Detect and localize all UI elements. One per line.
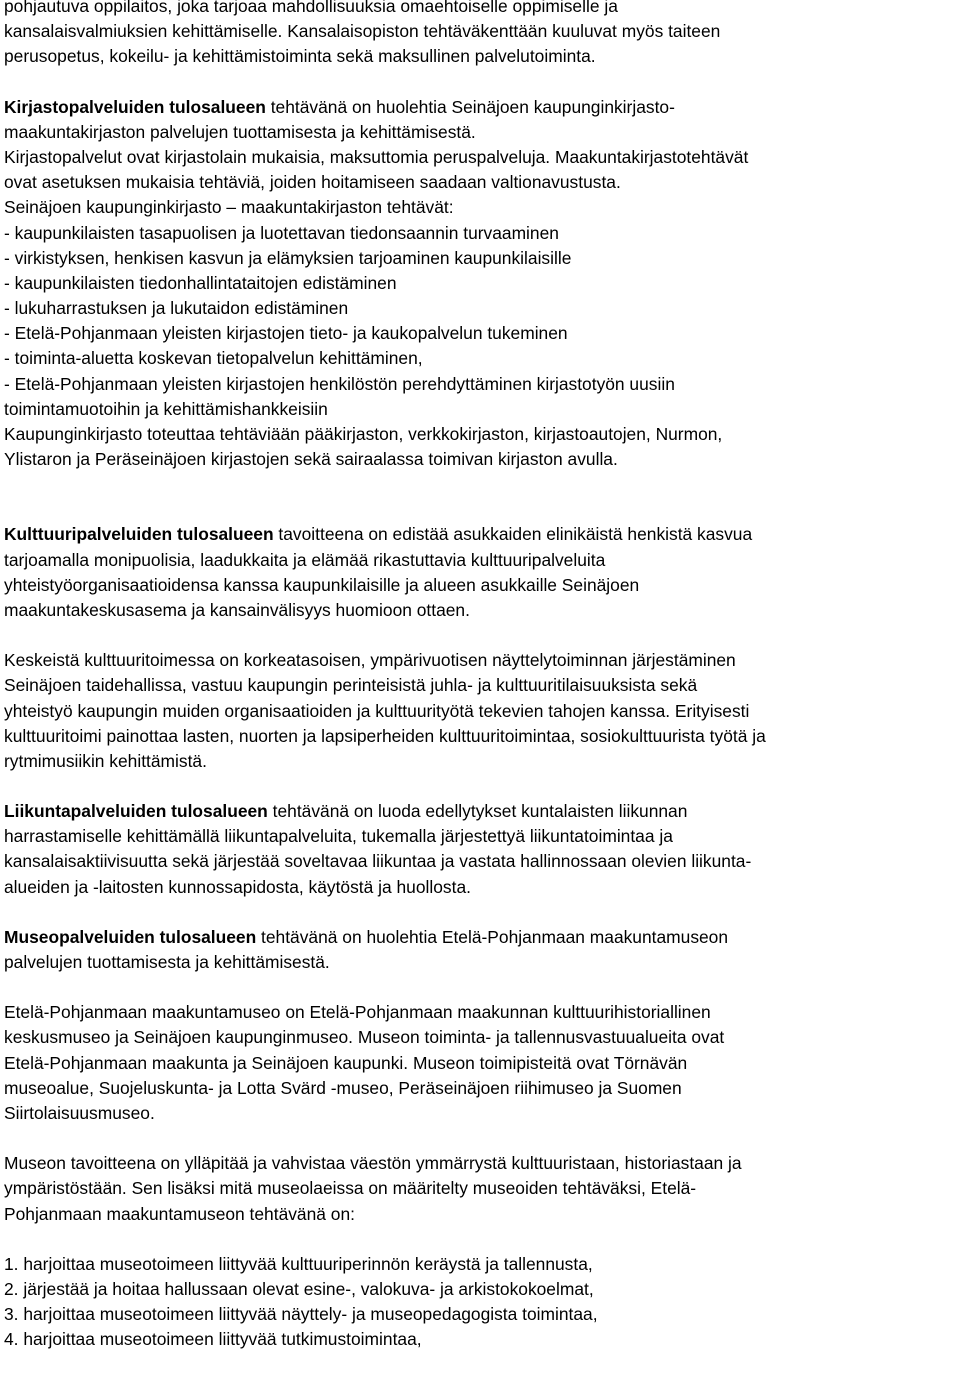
- culture-heading: Kulttuuripalveluiden tulosalueen: [4, 524, 274, 545]
- paragraph-spacer: [4, 1126, 958, 1151]
- text-line: tarjoamalla monipuolisia, laadukkaita ja elämää rikastuttavia kulttuuripalveluita: [4, 549, 606, 570]
- text-line: alueiden ja -laitosten kunnossapidosta, käytöstä ja huollosta.: [4, 876, 471, 897]
- text-line: kansalaisaktiivisuutta sekä järjestää soveltavaa liikuntaa ja vastata hallinnossaan olevien liikunta-: [4, 851, 752, 872]
- text-line: palvelujen tuottamisesta ja kehittämisestä.: [4, 952, 330, 972]
- paragraph-spacer: [4, 70, 958, 95]
- list-item: - kaupunkilaisten tasapuolisen ja luotettavan tiedonsaannin turvaaminen: [4, 222, 559, 243]
- text-line: Ylistaron ja Peräseinäjoen kirjastojen sekä sairaalassa toimivan kirjaston avulla.: [4, 449, 618, 470]
- text-line: pohjautuva oppilaitos, joka tarjoaa mahdollisuuksia omaehtoiselle oppimiselle ja: [4, 0, 618, 16]
- paragraph-spacer: [4, 1227, 958, 1252]
- list-item: - Etelä-Pohjanmaan yleisten kirjastojen tieto- ja kaukopalvelun tukeminen: [4, 323, 568, 344]
- text-line: Museon tavoitteena on ylläpitää ja vahvistaa väestön ymmärrystä kulttuuristaan, historiastaan ja: [4, 1153, 742, 1174]
- list-item: - kaupunkilaisten tiedonhallintataitojen edistäminen: [4, 272, 397, 293]
- museum-first-line-text: tehtävänä on huolehtia Etelä-Pohjanmaan maakuntamuseon: [256, 926, 729, 947]
- museum-heading: Museopalveluiden tulosalueen: [4, 926, 257, 947]
- culture-first-line-text: tavoitteena on edistää asukkaiden elinikäistä henkistä kasvua: [273, 524, 753, 545]
- library-section: [4, 95, 958, 473]
- paragraph-spacer: [4, 497, 958, 522]
- sports-first-line-text: tehtävänä on luoda edellytykset kuntalaisten liikunnan: [267, 801, 688, 822]
- text-line: Siirtolaisuusmuseo.: [4, 1102, 155, 1123]
- text-line: Pohjanmaan maakuntamuseon tehtävänä on:: [4, 1203, 355, 1224]
- text-line: ovat asetuksen mukaisia tehtäviä, joiden hoitamiseen saadaan valtionavustusta.: [4, 172, 621, 193]
- text-line: Seinäjoen taidehallissa, vastuu kaupungin perinteisistä juhla- ja kulttuuritilaisuuksista sekä: [4, 675, 698, 696]
- list-item: - toiminta-aluetta koskevan tietopalvelun kehittäminen,: [4, 348, 423, 369]
- section-first-line: [4, 522, 958, 547]
- text-line: ympäristöstään. Sen lisäksi mitä museolaeissa on määritelty museoiden tehtäväksi, Etelä-: [4, 1178, 697, 1199]
- text-line: maakuntakeskusasema ja kansainvälisyys huomioon ottaen.: [4, 599, 470, 620]
- text-line: maakuntakirjaston palvelujen tuottamisesta ja kehittämisestä.: [4, 121, 476, 142]
- museum-task-list: [4, 1252, 958, 1353]
- paragraph-spacer: [4, 900, 958, 925]
- text-line: yhteistyöorganisaatioidensa kanssa kaupunkilaisille ja alueen asukkaille Seinäjoen: [4, 574, 640, 595]
- text-line: toimintamuotoihin ja kehittämishankkeisiin: [4, 398, 328, 419]
- text-line: Kaupunginkirjasto toteuttaa tehtäviään pääkirjaston, verkkokirjaston, kirjastoautojen, Nurmon,: [4, 424, 723, 444]
- text-line: museoalue, Suojeluskunta- ja Lotta Svärd -museo, Peräseinäjoen riihimuseo ja Suomen: [4, 1077, 682, 1098]
- text-line: Seinäjoen kaupunginkirjasto – maakuntakirjaston tehtävät:: [4, 197, 454, 218]
- text-line: yhteistyö kaupungin muiden organisaatioiden ja kulttuurityötä tekevien tahojen kanssa. Erityisesti: [4, 700, 750, 721]
- text-line: Keskeistä kulttuuritoimessa on korkeatasoisen, ympärivuotisen näyttelytoiminnan järjestäminen: [4, 650, 736, 671]
- text-line: Kirjastopalvelut ovat kirjastolain mukaisia, maksuttomia peruspalveluja. Maakuntakirjastotehtävät: [4, 146, 749, 167]
- section-first-line: [4, 799, 958, 824]
- text-line: kansalaisvalmiuksien kehittämiselle. Kansalaisopiston tehtäväkenttään kuuluvat myös taiteen: [4, 21, 721, 42]
- text-line: Etelä-Pohjanmaan maakuntamuseo on Etelä-Pohjanmaan maakunnan kulttuurihistoriallinen: [4, 1002, 711, 1023]
- museum-paragraph-2: [4, 1000, 958, 1126]
- library-heading: Kirjastopalveluiden tulosalueen: [4, 96, 266, 117]
- section-first-line: [4, 925, 958, 950]
- library-first-line-text: tehtävänä on huolehtia Seinäjoen kaupunginkirjasto-: [265, 96, 675, 117]
- sports-heading: Liikuntapalveluiden tulosalueen: [4, 801, 268, 822]
- numbered-list-item: 1. harjoittaa museotoimeen liittyvää kulttuuriperinnön keräystä ja tallennusta,: [4, 1253, 593, 1274]
- section-first-line: [4, 95, 958, 120]
- text-line: rytmimusiikin kehittämistä.: [4, 750, 207, 771]
- numbered-list-item: 3. harjoittaa museotoimeen liittyvää näyttely- ja museopedagogista toimintaa,: [4, 1304, 598, 1325]
- text-line: harrastamiselle kehittämällä liikuntapalveluita, tukemalla järjestettyä liikuntatoimintaa ja: [4, 826, 673, 847]
- list-item: - Etelä-Pohjanmaan yleisten kirjastojen henkilöstön perehdyttäminen kirjastotyön uusiin: [4, 373, 675, 394]
- culture-section: [4, 522, 958, 623]
- text-line: kulttuuritoimi painottaa lasten, nuorten ja lapsiperheiden kulttuuritoimintaa, sosiokulttuurista työtä ja: [4, 725, 766, 746]
- intro-paragraph: [4, 0, 958, 70]
- list-item: - virkistyksen, henkisen kasvun ja elämyksien tarjoaminen kaupunkilaisille: [4, 247, 572, 268]
- museum-paragraph-3: [4, 1151, 958, 1227]
- document-page: [4, 0, 958, 1352]
- numbered-list-item: 4. harjoittaa museotoimeen liittyvää tutkimustoimintaa,: [4, 1329, 422, 1350]
- numbered-list-item: 2. järjestää ja hoitaa hallussaan olevat esine-, valokuva- ja arkistokokoelmat,: [4, 1278, 594, 1299]
- sports-section: [4, 799, 958, 900]
- museum-section: [4, 925, 958, 975]
- culture-paragraph-2: [4, 648, 958, 774]
- paragraph-spacer: [4, 975, 958, 1000]
- list-item: - lukuharrastuksen ja lukutaidon edistäminen: [4, 298, 349, 319]
- text-line: Etelä-Pohjanmaan maakunta ja Seinäjoen kaupunki. Museon toimipisteitä ovat Törnävän: [4, 1052, 688, 1073]
- paragraph-spacer: [4, 774, 958, 799]
- paragraph-spacer: [4, 623, 958, 648]
- paragraph-spacer: [4, 472, 958, 497]
- text-line: keskusmuseo ja Seinäjoen kaupunginmuseo. Museon toiminta- ja tallennusvastuualueita ovat: [4, 1027, 725, 1048]
- text-line: perusopetus, kokeilu- ja kehittämistoiminta sekä maksullinen palvelutoiminta.: [4, 46, 596, 67]
